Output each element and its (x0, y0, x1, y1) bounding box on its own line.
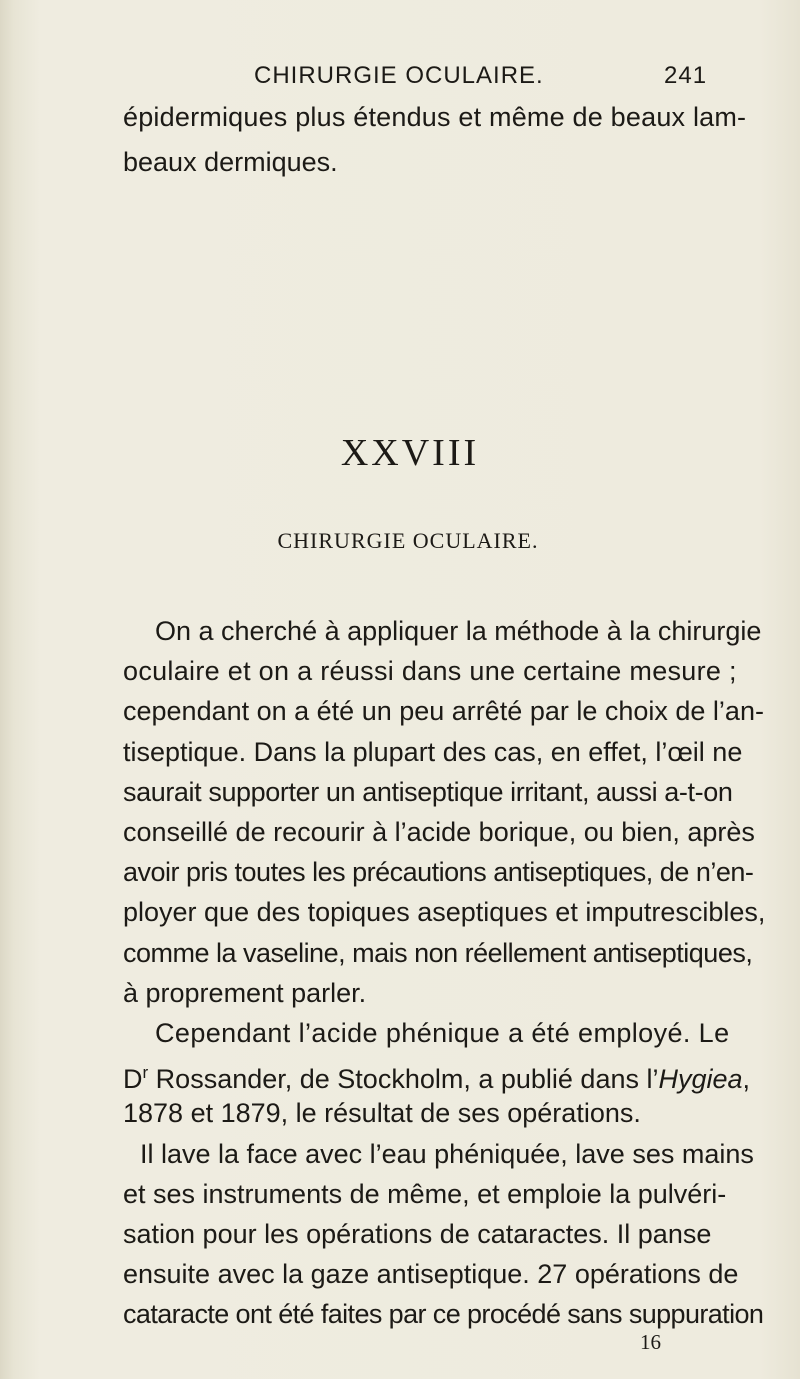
paragraph-line: Il lave la face avec l’eau phéniquée, lave ses mains (140, 1139, 754, 1169)
paragraph-line: tiseptique. Dans la plupart des cas, en effet, l’œil ne (123, 737, 743, 767)
doctor-superscript: r (142, 1063, 149, 1082)
paragraph-line: saurait supporter un antiseptique irritant, aussi a-t-on (123, 777, 733, 807)
text-line: beaux dermiques. (123, 147, 338, 177)
paragraph-line: ployer que des topiques aseptiques et imputrescibles, (123, 897, 766, 927)
page-number: 241 (664, 62, 708, 89)
doctor-abbrev: D (123, 1064, 143, 1094)
paragraph-line: Cependant l’acide phénique a été employé. Le (155, 1018, 730, 1048)
paragraph-line: oculaire et on a réussi dans une certaine mesure ; (123, 656, 737, 686)
paragraph-line: 1878 et 1879, le résultat de ses opérations. (123, 1098, 641, 1128)
text-line: épidermiques plus étendus et même de beaux lam- (123, 102, 747, 132)
paragraph-line: à proprement parler. (123, 978, 367, 1008)
paragraph-line: cataracte ont été faites par ce procédé sans suppuration (123, 1299, 764, 1329)
journal-name: Hygiea (658, 1064, 743, 1094)
paragraph-line: sation pour les opérations de cataractes. Il panse (123, 1219, 712, 1249)
reference-line (123, 1056, 750, 1096)
chapter-number: XXVIII (340, 432, 480, 474)
running-head (0, 62, 800, 94)
paragraph-line: et ses instruments de même, et emploie la pulvéri- (123, 1179, 727, 1209)
reference-punctuation: , (742, 1064, 751, 1094)
signature-mark: 16 (640, 1330, 661, 1354)
paragraph-line: ensuite avec la gaze antiseptique. 27 opérations de (123, 1259, 739, 1289)
paragraph-line: comme la vaseline, mais non réellement antiseptiques, (123, 938, 753, 968)
chapter-title: CHIRURGIE OCULAIRE. (277, 528, 539, 553)
paragraph-line: On a cherché à appliquer la méthode à la chirurgie (155, 616, 762, 646)
paragraph-line: cependant on a été un peu arrêté par le choix de l’an- (123, 696, 764, 726)
reference-text: Rossander, de Stockholm, a publié dans l’ (148, 1064, 659, 1094)
running-title: CHIRURGIE OCULAIRE. (254, 62, 544, 89)
paragraph-line: conseillé de recourir à l’acide borique, ou bien, après (123, 817, 755, 847)
paragraph-line: avoir pris toutes les précautions antiseptiques, de n’en- (123, 857, 754, 887)
